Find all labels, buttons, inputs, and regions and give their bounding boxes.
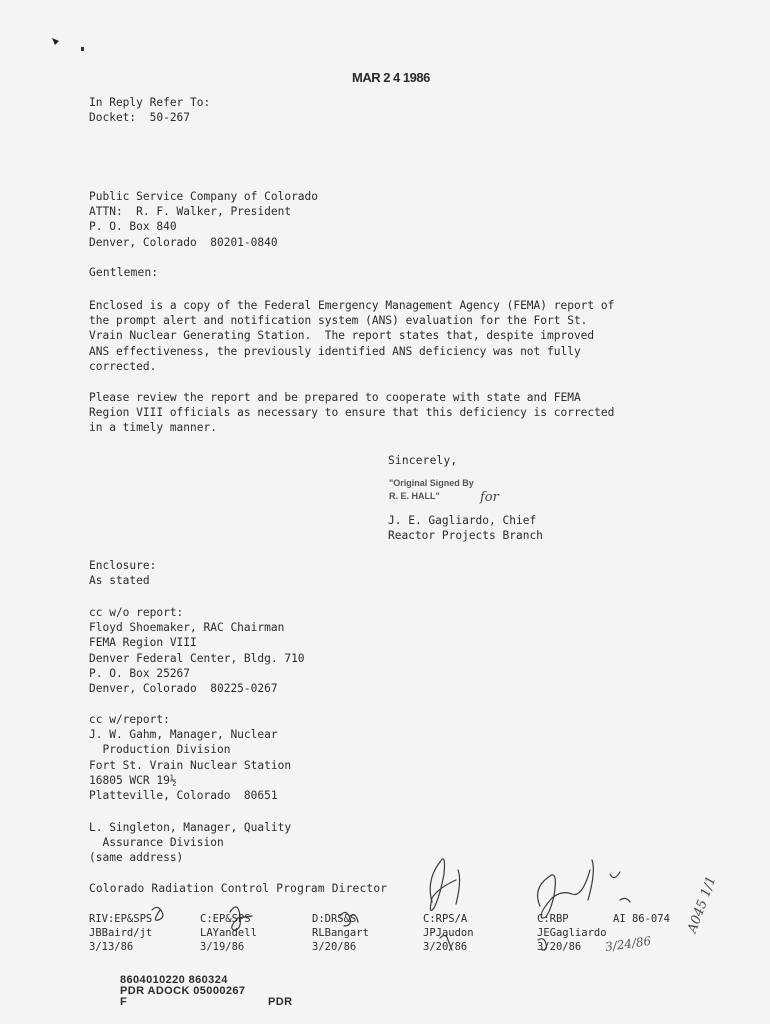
body-line: ANS effectiveness, the previously identified ANS deficiency was not fully [89,344,581,358]
cc-with-report [89,712,291,803]
routing-date: 3/20/86 [537,941,582,953]
cc-without-report [89,605,305,696]
addressee-line: ATTN: R. F. Walker, President [89,205,292,219]
cc-line: cc w/report: [89,713,170,726]
stamp-line: 8604010220 860324 [120,974,228,986]
letter-date: MAR 2 4 1986 [352,70,430,85]
body-line: Region VIII officials as necessary to ensure that this deficiency is corrected [89,406,615,420]
cc-line: Floyd Shoemaker, RAC Chairman [89,621,285,635]
original-signed-line: R. E. HALL" [389,491,440,501]
cc-line: (same address) [89,851,184,865]
signer-title: Reactor Projects Branch [388,529,543,543]
reference-line: In Reply Refer To: [89,96,211,109]
cc-line: Fort St. Vrain Nuclear Station [89,758,292,772]
cc-line: J. W. Gahm, Manager, Nuclear [89,728,278,742]
routing-date: 3/19/86 [200,941,245,953]
signature-block [388,513,543,543]
cc-director: Colorado Radiation Control Program Director [89,882,388,895]
for-handwritten: for [480,490,499,505]
routing-name: JEGagliardo [537,927,607,939]
addressee-line: Denver, Colorado 80201-0840 [89,235,278,249]
original-signed-stamp [389,477,474,503]
body-line: corrected. [89,359,157,373]
addressee-line: Public Service Company of Colorado [89,190,319,203]
routing-date: 3/20/86 [312,941,357,953]
cc-line: Production Division [89,743,231,757]
routing-name: RLBangart [312,927,369,939]
cc-line: Denver Federal Center, Bldg. 710 [89,651,305,665]
salutation: Gentlemen: [89,266,159,279]
routing-name: LAYandell [200,927,257,939]
enclosure-value: As stated [89,574,150,588]
routing-office: C:RPS/A [423,913,468,925]
cc-line: FEMA Region VIII [89,636,197,650]
margin-note: A045 1/1 [685,874,720,936]
docket-line: Docket: 50-267 [89,111,191,125]
closing-sincerely: Sincerely, [388,454,458,467]
cc-line: Assurance Division [89,836,224,850]
ai-number: AI 86-074 [613,913,670,925]
handwritten-date: 3/24/86 [604,933,653,955]
signer-name: J. E. Gagliardo, Chief [388,514,537,527]
cc-line: Denver, Colorado 80225-0267 [89,682,278,696]
initials-signatures-icon [140,840,680,960]
stamp-line: PDR ADOCK 05000267 [120,985,246,997]
stamp-line-right: PDR [268,996,293,1008]
routing-office: C:RBP [537,913,569,925]
stamp-line-left: F [120,996,128,1008]
routing-office: D:DRS&S [312,913,357,925]
enclosure-label: Enclosure: [89,559,157,572]
cc-line: cc w/o report: [89,606,184,619]
stamp-line-3 [120,996,293,1008]
body-line: in a timely manner. [89,421,217,435]
stray-mark-icon [48,34,98,60]
enclosure-block [89,558,156,588]
addressee-line: P. O. Box 840 [89,220,177,234]
body-line: the prompt alert and notification system (ANS) evaluation for the Fort St. [89,314,588,328]
body-paragraph-2 [89,390,614,436]
body-line: Vrain Nuclear Generating Station. The report states that, despite improved [89,329,595,343]
routing-name: JBBaird/jt [89,927,153,939]
cc-line: P. O. Box 25267 [89,666,191,680]
body-line: Please review the report and be prepared to cooperate with state and FEMA [89,391,581,404]
cc-line: 16805 WCR 19½ [89,773,177,787]
accession-stamp [120,974,293,1008]
body-line: Enclosed is a copy of the Federal Emergency Management Agency (FEMA) report of [89,299,615,312]
reference-block [89,95,210,125]
cc-line: Platteville, Colorado 80651 [89,789,278,803]
routing-date: 3/13/86 [89,941,134,953]
addressee-block [89,189,318,250]
original-signed-line: "Original Signed By [389,478,474,488]
cc-line: L. Singleton, Manager, Quality [89,821,292,834]
routing-name: JPJaudon [423,927,474,939]
routing-date: 3/20/86 [423,941,468,953]
routing-office: C:EP&SPS [200,913,251,925]
routing-office: RIV:EP&SPS [89,913,153,925]
body-paragraph-1 [89,298,614,374]
